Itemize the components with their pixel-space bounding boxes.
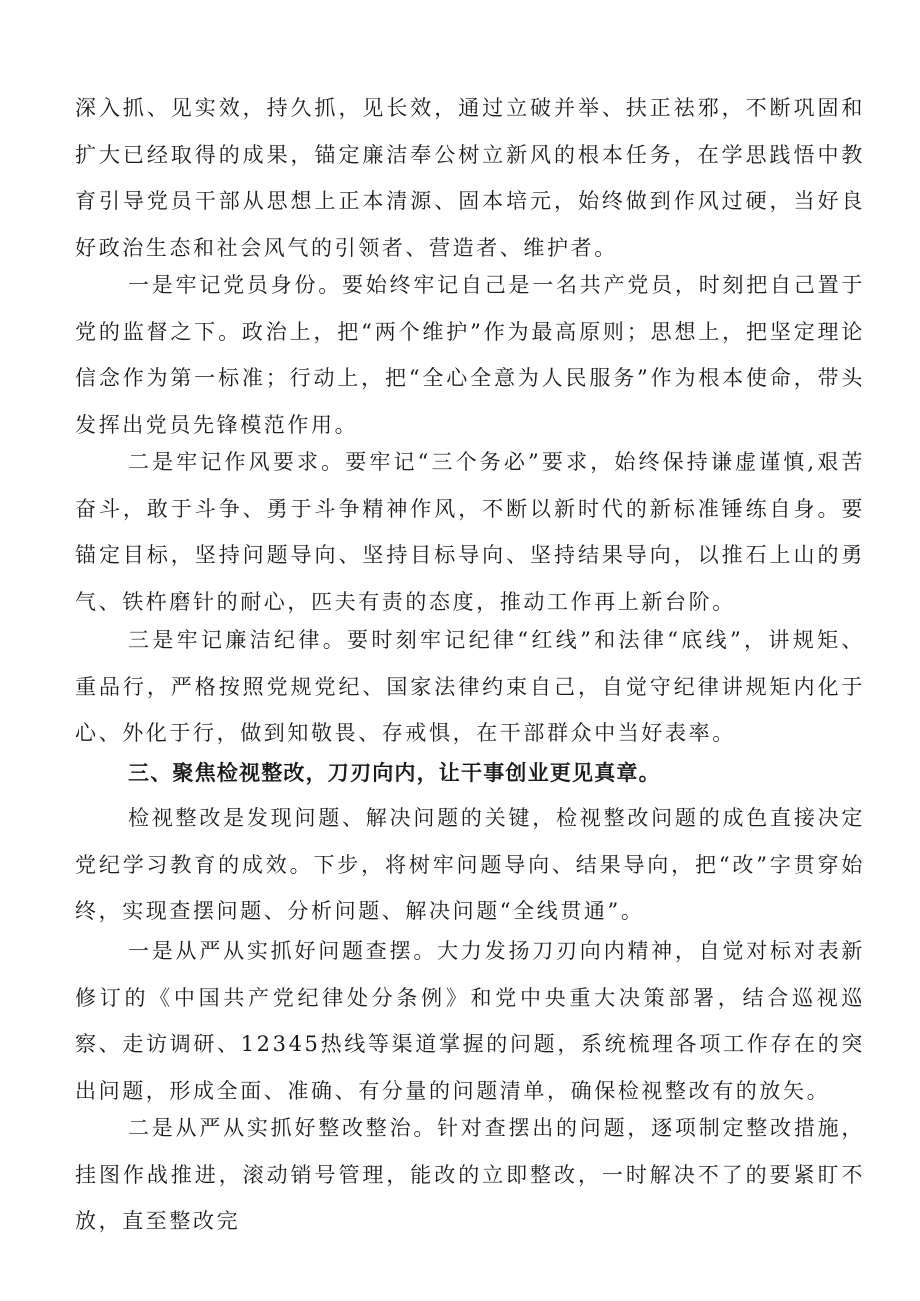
paragraph-inspection-rectification: 检视整改是发现问题、解决问题的关键，检视整改问题的成色直接决定党纪学习教育的成效。下步，将树牢问题导向、结果导向，把“改”字贯穿始终，实现查摆问题、分析问题、解决问题“全线贯通”。 (75, 806, 865, 923)
paragraph-party-identity: 一是牢记党员身份。要始终牢记自己是一名共产党员，时刻把自己置于党的监督之下。政治上，把“两个维护”作为最高原则；思想上，把坚定理论信念作为第一标准；行动上，把“全心全意为人民服务”作为根本使命，带头发挥出党员先锋模范作用。 (75, 273, 865, 437)
section-heading: 三、聚焦检视整改，刀刃向内，让干事创业更见真章。 (128, 761, 661, 785)
paragraph-rectification: 二是从严从实抓好整改整治。针对查摆出的问题，逐项制定整改措施，挂图作战推进，滚动销号管理，能改的立即整改，一时解决不了的要紧盯不放，直至整改完 (75, 1116, 865, 1233)
paragraph-integrity: 三是牢记廉洁纪律。要时刻牢记纪律“红线”和法律“底线”，讲规矩、重品行，严格按照党规党纪、国家法律约束自己，自觉守纪律讲规矩内化于心、外化于行，做到知敬畏、存戒惧，在干部群众中当好表率。 (75, 628, 865, 745)
paragraph-intro: 深入抓、见实效，持久抓，见长效，通过立破并举、扶正祛邪，不断巩固和扩大已经取得的成果，锚定廉洁奉公树立新风的根本任务，在学思践悟中教育引导党员干部从思想上正本清源、固本培元，始终做到作风过硬，当好良好政治生态和社会风气的引领者、营造者、维护者。 (75, 96, 865, 260)
paragraph-problem-finding: 一是从严从实抓好问题查摆。大力发扬刀刃向内精神，自觉对标对表新修订的《中国共产党纪律处分条例》和党中央重大决策部署，结合巡视巡察、走访调研、12345热线等渠道掌握的问题，系统梳理各项工作存在的突出问题，形成全面、准确、有分量的问题清单，确保检视整改有的放矢。 (75, 939, 865, 1103)
paragraph-work-style: 二是牢记作风要求。要牢记“三个务必”要求，始终保持谦虚谨慎,艰苦奋斗，敢于斗争、勇于斗争精神作风，不断以新时代的新标准锤练自身。要锚定目标，坚持问题导向、坚持目标导向、坚持结果导向，以推石上山的勇气、铁杵磨针的耐心，匹夫有责的态度，推动工作再上新台阶。 (75, 450, 865, 614)
